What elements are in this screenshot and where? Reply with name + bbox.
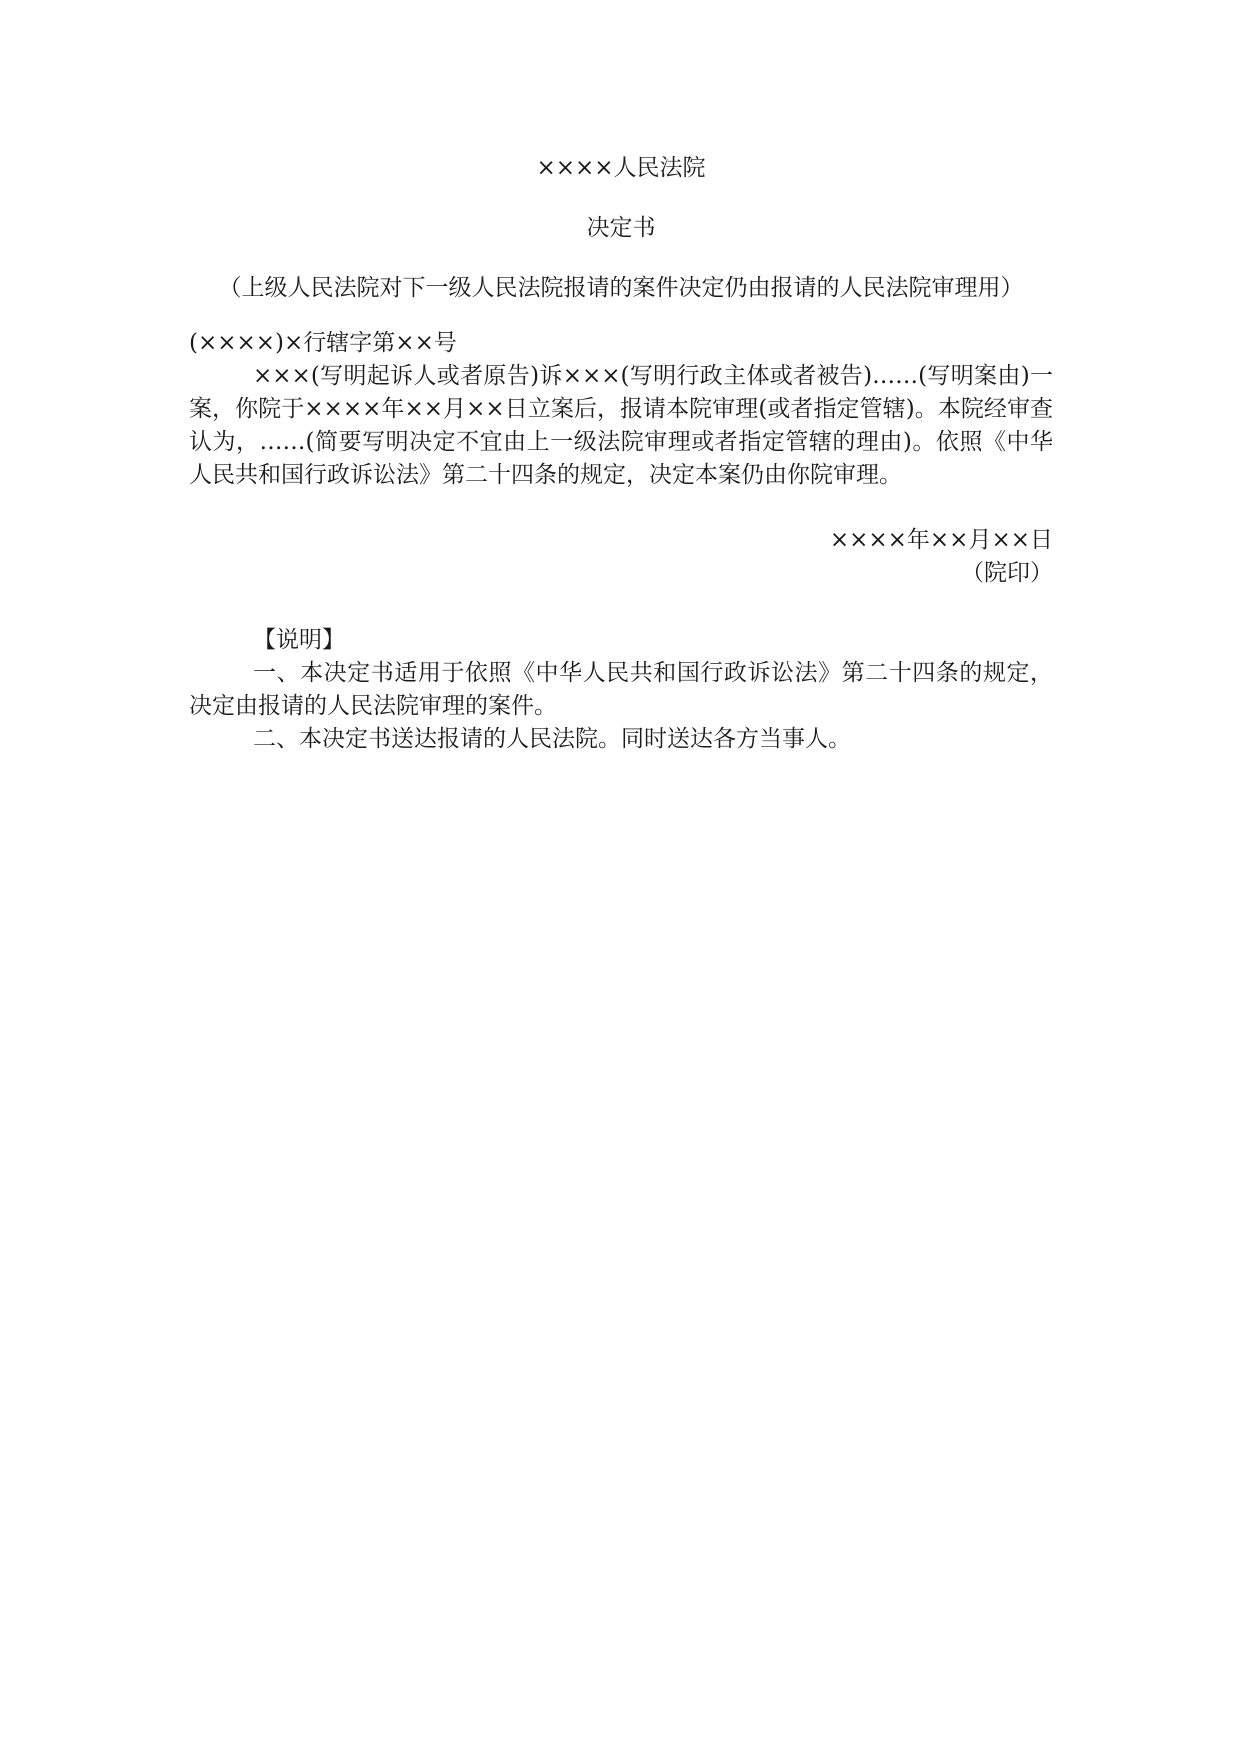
court-seal-note: （院印） [961, 560, 1053, 586]
note-item-1: 一、本决定书适用于依照《中华人民共和国行政诉讼法》第二十四条的规定，决定由报请的人民法院审理的案件。 [189, 660, 1053, 719]
date-block [189, 524, 1053, 590]
case-number: (××××)×行辖字第××号 [189, 330, 457, 356]
notes-heading: 【说明】 [253, 627, 345, 653]
document-page [189, 145, 1053, 756]
note-item-2: 二、本决定书送达报请的人民法院。同时送达各方当事人。 [253, 726, 851, 752]
decision-date: ××××年××月××日 [829, 527, 1053, 553]
document-subtitle: （上级人民法院对下一级人民法院报请的案件决定仍由报请的人民法院审理用） [218, 275, 1024, 301]
court-name: ××××人民法院 [536, 155, 706, 181]
document-title: 决定书 [586, 215, 656, 241]
decision-body: ×××(写明起诉人或者原告)诉×××(写明行政主体或者被告)……(写明案由)一案，你院于××××年××月××日立案后，报请本院审理(或者指定管辖)。本院经审查认为，……(简要写明决定不宜由上一级法院审理或者指定管辖的理由)。依照《中华人民共和国行政诉讼法》第二十四条的规定，决定本案仍由你院审理。 [189, 363, 1053, 488]
